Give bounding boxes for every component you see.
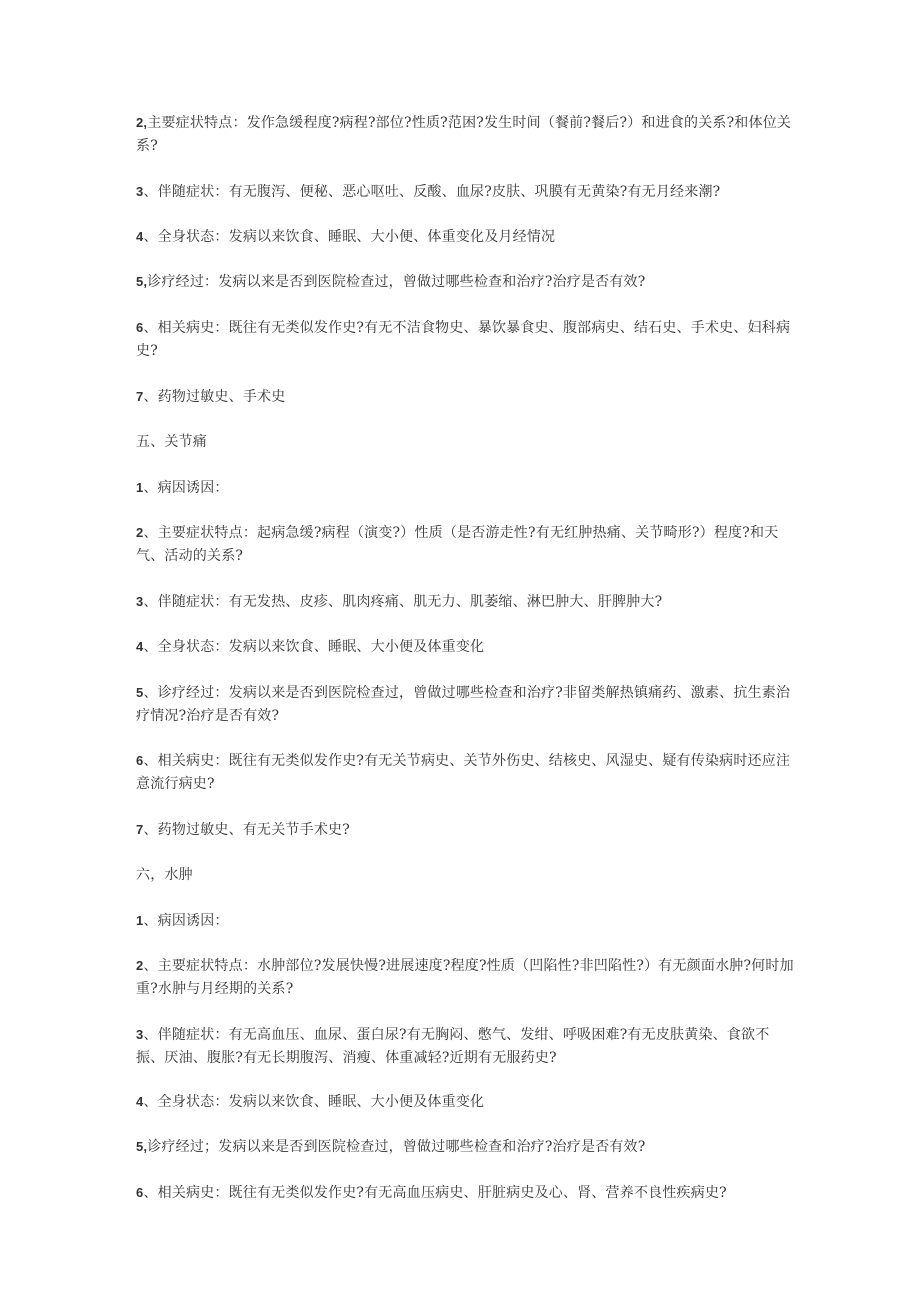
paragraph-9: [136, 521, 796, 568]
paragraph-20: [136, 1135, 796, 1159]
paragraph-2: [136, 180, 796, 204]
item-text: 、药物过敏史、有无关节手术史?: [143, 822, 350, 838]
item-text: 、相关病史：既往有无类似发作史?有无不洁食物史、暴饮暴食史、腹部病史、结石史、手术史、妇科病史?: [136, 320, 791, 359]
item-text: 、主要症状特点：起病急缓?病程（演变?）性质（是否游走性?有无红肿热痛、关节畸形?）程度?和天气、活动的关系?: [136, 525, 779, 564]
item-number: 5: [136, 685, 144, 700]
item-text: 、伴随症状：有无发热、皮疹、肌肉疼痛、肌无力、肌萎缩、淋巴肿大、肝脾肿大?: [143, 594, 663, 610]
item-number: 1: [136, 913, 144, 928]
paragraph-12: [136, 681, 796, 728]
item-number: 4: [136, 639, 144, 654]
item-text: 主要症状特点：发作急缓程度?病程?部位?性质?范困?发生时间（餐前?餐后?）和进食的关系?和体位关系?: [136, 115, 792, 154]
item-text: 、药物过敏史、手术史: [143, 389, 286, 405]
item-number: 3: [136, 594, 144, 609]
paragraph-10: [136, 590, 796, 614]
item-number: 2,: [136, 115, 148, 130]
item-number: 2: [136, 958, 144, 973]
section-heading-edema: [136, 863, 796, 887]
item-number: 7: [136, 389, 144, 404]
item-text: 、相关病史：既往有无类似发作史?有无关节病史、关节外伤史、结核史、风湿史、疑有传染病时还应注意流行病史?: [136, 753, 791, 792]
item-text: 、伴随症状：有无高血压、血尿、蛋白尿?有无胸闷、憋气、发绀、呼吸困难?有无皮肤黄染、食欲不振、厌油、腹胀?有无长期腹泻、消瘦、体重减轻?近期有无服药史?: [136, 1027, 770, 1066]
item-text: 、全身状态：发病以来饮食、睡眠、大小便及体重变化: [143, 639, 485, 655]
item-text: 、病因诱因：: [143, 913, 229, 929]
item-number: 2: [136, 525, 144, 540]
paragraph-16: [136, 909, 796, 933]
item-number: 7: [136, 822, 144, 837]
item-text: 、伴随症状：有无腹泻、便秘、恶心呕吐、反酸、血尿?皮肤、巩膜有无黄染?有无月经来潮?: [143, 184, 721, 200]
item-text: 诊疗经过；发病以来是否到医院检查过，曾做过哪些检查和治疗?治疗是否有效?: [147, 1139, 646, 1155]
paragraph-6: [136, 385, 796, 409]
item-number: 6: [136, 320, 144, 335]
paragraph-19: [136, 1090, 796, 1114]
paragraph-3: [136, 225, 796, 249]
paragraph-8: [136, 476, 796, 500]
item-number: 3: [136, 1027, 144, 1042]
item-text: 、全身状态：发病以来饮食、睡眠、大小便及体重变化: [143, 1094, 485, 1110]
paragraph-5: [136, 316, 796, 363]
paragraph-18: [136, 1023, 796, 1070]
paragraph-1: [136, 111, 796, 158]
item-number: 1: [136, 480, 144, 495]
section-title: 六，水肿: [136, 867, 193, 883]
item-text: 、诊疗经过：发病以来是否到医院检查过，曾做过哪些检查和治疗?非留类解热镇痛药、激素、抗生素治疗情况?治疗是否有效?: [136, 685, 791, 724]
section-heading-joint-pain: [136, 430, 796, 454]
item-text: 、病因诱因：: [143, 480, 229, 496]
item-number: 6: [136, 753, 144, 768]
item-number: 5,: [136, 274, 148, 289]
paragraph-21: [136, 1181, 796, 1205]
item-text: 、全身状态：发病以来饮食、睡眠、大小便、体重变化及月经情况: [143, 229, 556, 245]
item-text: 、相关病史：既往有无类似发作史?有无高血压病史、肝脏病史及心、肾、营养不良性疾病史?: [143, 1185, 727, 1201]
item-text: 诊疗经过：发病以来是否到医院检查过，曾做过哪些检查和治疗?治疗是否有效?: [147, 274, 646, 290]
item-number: 3: [136, 184, 144, 199]
section-title: 五、关节痛: [136, 434, 207, 450]
paragraph-13: [136, 749, 796, 796]
paragraph-17: [136, 954, 796, 1001]
paragraph-4: [136, 270, 796, 294]
item-number: 4: [136, 229, 144, 244]
item-number: 5,: [136, 1139, 148, 1154]
item-number: 4: [136, 1094, 144, 1109]
item-text: 、主要症状特点：水肿部位?发展快慢?进展速度?程度?性质（凹陷性?非凹陷性?）有无颜面水肿?何时加重?水肿与月经期的关系?: [136, 958, 794, 997]
paragraph-14: [136, 818, 796, 842]
paragraph-11: [136, 635, 796, 659]
item-number: 6: [136, 1185, 144, 1200]
